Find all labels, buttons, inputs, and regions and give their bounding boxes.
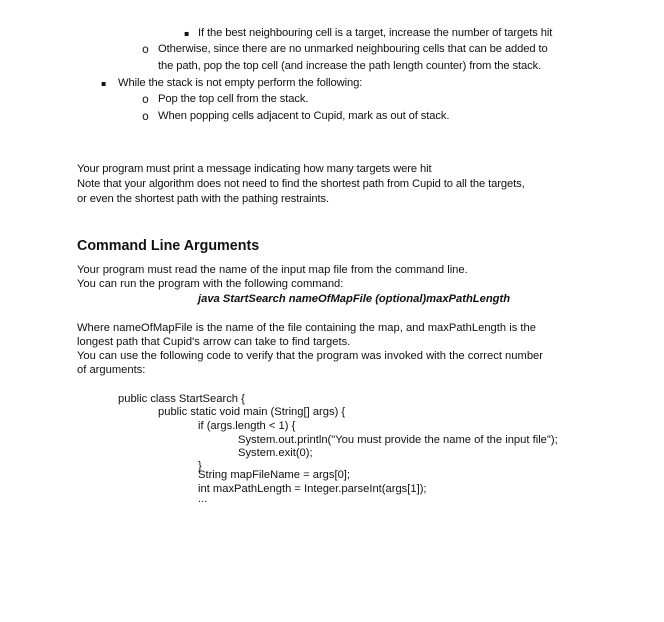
code-line-main: public static void main (String[] args) { bbox=[158, 406, 346, 418]
intro-line1: Your program must read the name of the input map file from the command line. bbox=[77, 264, 468, 276]
bullet-target-hit: If the best neighbouring cell is a target, increase the number of targets hit bbox=[198, 27, 553, 39]
bullet-otherwise-line2: the path, pop the top cell (and increase the path length counter) from the stack. bbox=[158, 60, 542, 72]
code-line-exit: System.exit(0); bbox=[238, 447, 313, 459]
code-line-class: public class StartSearch { bbox=[118, 393, 245, 405]
command-example: java StartSearch nameOfMapFile (optional)maxPathLength bbox=[198, 293, 511, 305]
code-line-ellipsis: ... bbox=[198, 493, 208, 505]
code-line-maxpathlength: int maxPathLength = Integer.parseInt(args[1]); bbox=[198, 483, 427, 495]
where-line1: Where nameOfMapFile is the name of the file containing the map, and maxPathLength is the bbox=[77, 322, 536, 334]
bullet-when-popping: When popping cells adjacent to Cupid, mark as out of stack. bbox=[158, 110, 450, 122]
square-bullet-icon: ▪ bbox=[101, 79, 107, 88]
intro-line2: You can run the program with the following command: bbox=[77, 278, 344, 290]
bullet-otherwise-line1: Otherwise, since there are no unmarked neighbouring cells that can be added to bbox=[158, 43, 548, 55]
output-paragraph-line3: or even the shortest path with the pathing restraints. bbox=[77, 193, 330, 205]
verify-line1: You can use the following code to verify that the program was invoked with the correct number bbox=[77, 350, 543, 362]
circle-bullet-icon: o bbox=[142, 93, 149, 106]
output-paragraph-line2: Note that your algorithm does not need to find the shortest path from Cupid to all the targets, bbox=[77, 178, 525, 190]
code-line-println: System.out.println("You must provide the name of the input file"); bbox=[238, 434, 558, 446]
bullet-while-stack: While the stack is not empty perform the following: bbox=[118, 77, 363, 89]
section-heading: Command Line Arguments bbox=[77, 238, 260, 254]
verify-line2: of arguments: bbox=[77, 364, 146, 376]
circle-bullet-icon: o bbox=[142, 110, 149, 123]
square-bullet-icon: ▪ bbox=[184, 29, 190, 38]
code-line-mapfilename: String mapFileName = args[0]; bbox=[198, 469, 351, 481]
output-paragraph-line1: Your program must print a message indicating how many targets were hit bbox=[77, 163, 432, 175]
bullet-pop-top: Pop the top cell from the stack. bbox=[158, 93, 309, 105]
where-line2: longest path that Cupid's arrow can take to find targets. bbox=[77, 336, 351, 348]
circle-bullet-icon: o bbox=[142, 43, 149, 56]
code-line-close-brace: } bbox=[198, 460, 202, 472]
code-line-if: if (args.length < 1) { bbox=[198, 420, 296, 432]
